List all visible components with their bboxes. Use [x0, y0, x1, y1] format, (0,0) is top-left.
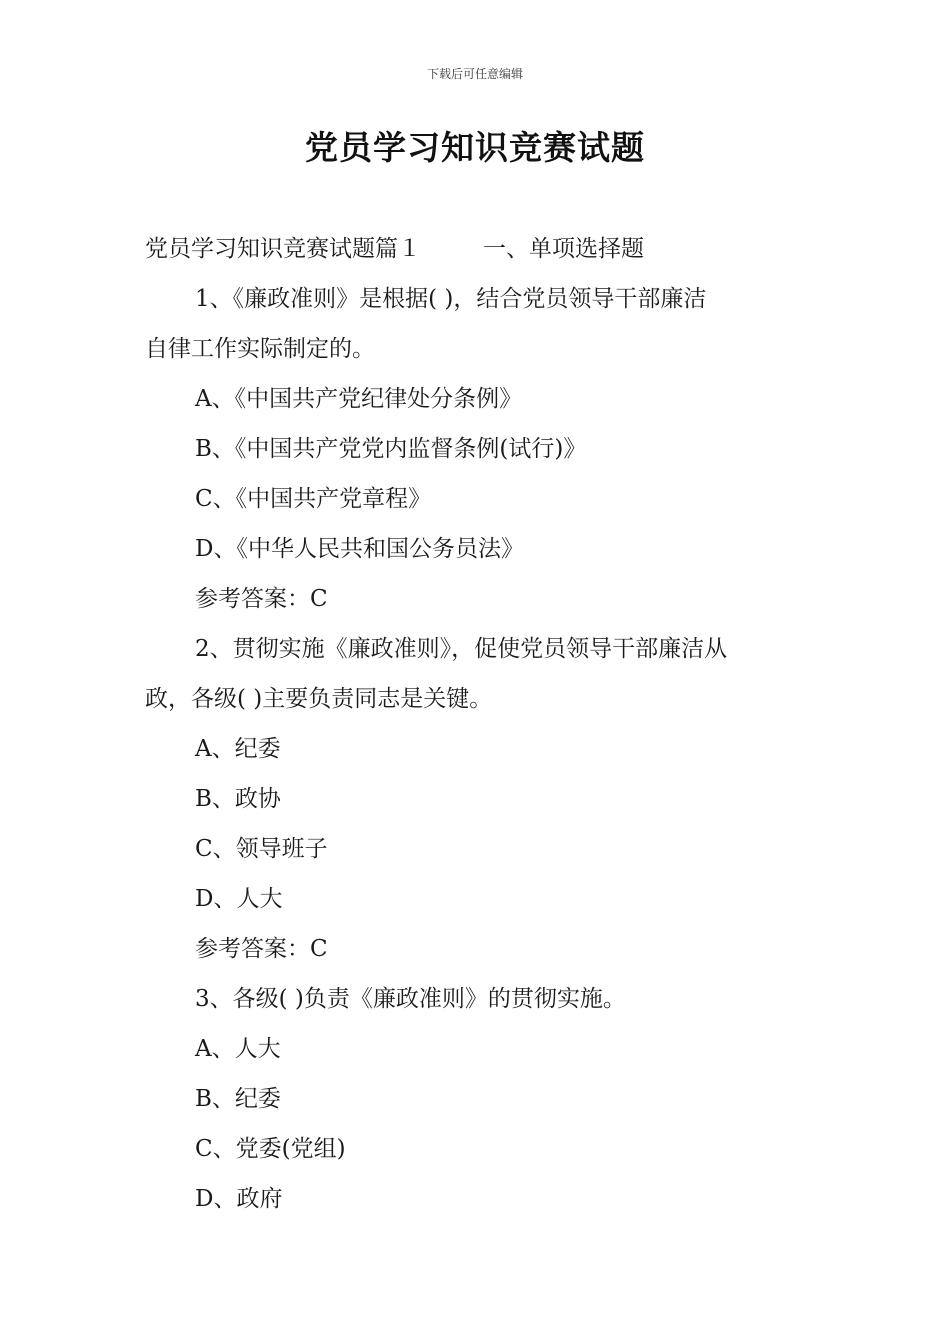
question-1-option-a: A、《中国共产党纪律处分条例》	[195, 386, 523, 412]
question-1-option-b: B、《中国共产党党内监督条例(试行)》	[195, 436, 587, 462]
question-3-option-c: C、党委(党组)	[195, 1136, 346, 1162]
question-3-option-b: B、纪委	[195, 1086, 281, 1112]
header-note: 下载后可任意编辑	[426, 67, 523, 81]
intro-heading: 党员学习知识竞赛试题篇１	[145, 236, 421, 262]
section-heading: 一、单项选择题	[483, 236, 644, 262]
intro-line	[145, 224, 810, 274]
question-3-option-d: D、政府	[195, 1186, 283, 1212]
document-body	[145, 224, 810, 1224]
question-2-option-b: B、政协	[195, 786, 281, 812]
question-2-stem-line-2: 政，各级( )主要负责同志是关键。	[145, 686, 493, 712]
question-3-option-a: A、人大	[195, 1036, 281, 1062]
question-1-option-d: D、《中华人民共和国公务员法》	[195, 536, 524, 562]
question-2-option-d: D、人大	[195, 886, 283, 912]
question-2-option-c: C、领导班子	[195, 836, 328, 862]
question-1-option-c: C、《中国共产党章程》	[195, 486, 432, 512]
page-title: 党员学习知识竞赛试题	[305, 128, 645, 167]
question-2-option-a: A、纪委	[195, 736, 281, 762]
question-1-stem-line-2: 自律工作实际制定的。	[145, 336, 375, 362]
question-1-answer: 参考答案：C	[195, 586, 328, 612]
question-1-stem-line-1: 1、《廉政准则》是根据( )，结合党员领导干部廉洁	[195, 286, 707, 312]
question-2-answer: 参考答案：C	[195, 936, 328, 962]
question-2-stem-line-1: 2、贯彻实施《廉政准则》，促使党员领导干部廉洁从	[195, 636, 728, 662]
question-3-stem-line-1: 3、各级( )负责《廉政准则》的贯彻实施。	[195, 986, 626, 1012]
